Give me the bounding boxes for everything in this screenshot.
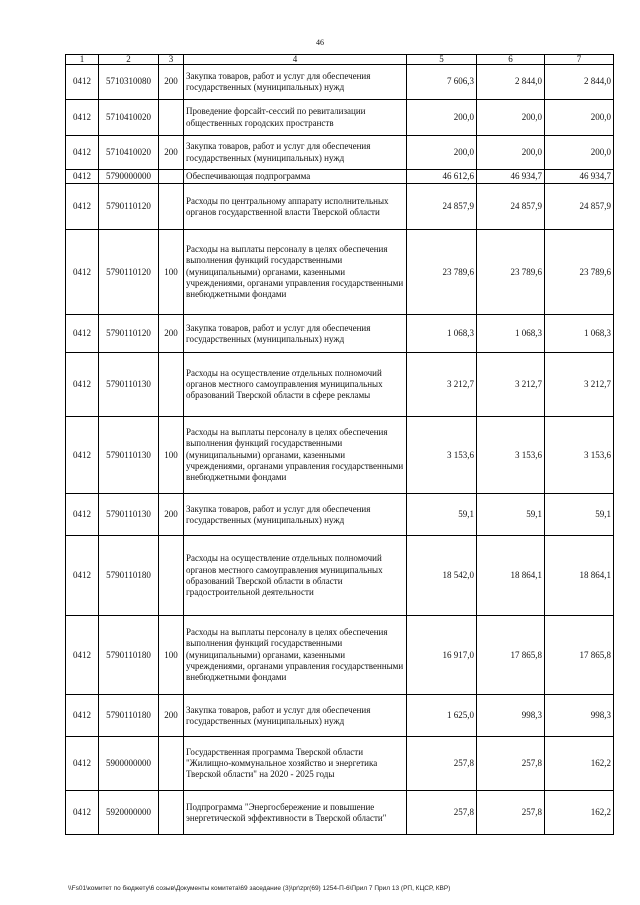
table-row bbox=[66, 695, 614, 737]
table-row bbox=[66, 737, 614, 791]
amount-col7-cell: 162,2 bbox=[545, 791, 614, 835]
table-row bbox=[66, 417, 614, 494]
amount-col6-cell: 3 212,7 bbox=[477, 353, 545, 417]
amount-col7-cell: 46 934,7 bbox=[545, 170, 614, 184]
target-article-cell: 5920000000 bbox=[99, 791, 159, 835]
amount-col5-cell: 3 212,7 bbox=[407, 353, 477, 417]
target-article-cell: 5790110120 bbox=[99, 184, 159, 230]
amount-col6-cell: 1 068,3 bbox=[477, 315, 545, 353]
amount-col7-cell: 200,0 bbox=[545, 100, 614, 136]
table-header-row bbox=[66, 55, 614, 65]
amount-col5-cell: 59,1 bbox=[407, 494, 477, 536]
expense-type-cell bbox=[159, 353, 184, 417]
description-cell: Обеспечивающая подпрограмма bbox=[184, 170, 407, 184]
table-row bbox=[66, 230, 614, 315]
description-cell: Закупка товаров, работ и услуг для обеспечения государственных (муниципальных) нужд bbox=[184, 136, 407, 170]
table-row bbox=[66, 494, 614, 536]
expense-type-cell: 200 bbox=[159, 315, 184, 353]
amount-col6-cell: 59,1 bbox=[477, 494, 545, 536]
amount-col6-cell: 200,0 bbox=[477, 136, 545, 170]
expense-type-cell bbox=[159, 737, 184, 791]
description-cell: Расходы на выплаты персоналу в целях обеспечения выполнения функций государственными (муниципальными) органами, казенными учреждениями, органами управления государственными внебюджетными фондами bbox=[184, 230, 407, 315]
amount-col6-cell: 200,0 bbox=[477, 100, 545, 136]
amount-col6-cell: 17 865,8 bbox=[477, 616, 545, 695]
description-cell: Закупка товаров, работ и услуг для обеспечения государственных (муниципальных) нужд bbox=[184, 494, 407, 536]
expense-type-cell bbox=[159, 791, 184, 835]
table-row bbox=[66, 353, 614, 417]
amount-col5-cell: 257,8 bbox=[407, 737, 477, 791]
amount-col5-cell: 1 068,3 bbox=[407, 315, 477, 353]
section-code-cell: 0412 bbox=[66, 494, 99, 536]
target-article-cell: 5790110120 bbox=[99, 230, 159, 315]
target-article-cell: 5790000000 bbox=[99, 170, 159, 184]
column-header: 4 bbox=[184, 55, 407, 65]
description-cell: Подпрограмма "Энергосбережение и повышение энергетической эффективности в Тверской области" bbox=[184, 791, 407, 835]
section-code-cell: 0412 bbox=[66, 230, 99, 315]
section-code-cell: 0412 bbox=[66, 737, 99, 791]
section-code-cell: 0412 bbox=[66, 315, 99, 353]
amount-col7-cell: 23 789,6 bbox=[545, 230, 614, 315]
description-cell: Закупка товаров, работ и услуг для обеспечения государственных (муниципальных) нужд bbox=[184, 315, 407, 353]
target-article-cell: 5710410020 bbox=[99, 136, 159, 170]
column-header: 1 bbox=[66, 55, 99, 65]
table-row bbox=[66, 65, 614, 100]
description-cell: Расходы на выплаты персоналу в целях обеспечения выполнения функций государственными (муниципальными) органами, казенными учреждениями, органами управления государственными внебюджетными фондами bbox=[184, 616, 407, 695]
amount-col7-cell: 200,0 bbox=[545, 136, 614, 170]
amount-col7-cell: 59,1 bbox=[545, 494, 614, 536]
description-cell: Расходы по центральному аппарату исполнительных органов государственной власти Тверской области bbox=[184, 184, 407, 230]
amount-col5-cell: 200,0 bbox=[407, 136, 477, 170]
amount-col6-cell: 3 153,6 bbox=[477, 417, 545, 494]
description-cell: Государственная программа Тверской области "Жилищно-коммунальное хозяйство и энергетика Тверской области" на 2020 - 2025 годы bbox=[184, 737, 407, 791]
expense-type-cell bbox=[159, 100, 184, 136]
amount-col7-cell: 18 864,1 bbox=[545, 536, 614, 616]
expense-type-cell: 200 bbox=[159, 695, 184, 737]
amount-col5-cell: 23 789,6 bbox=[407, 230, 477, 315]
section-code-cell: 0412 bbox=[66, 536, 99, 616]
section-code-cell: 0412 bbox=[66, 353, 99, 417]
target-article-cell: 5790110130 bbox=[99, 353, 159, 417]
section-code-cell: 0412 bbox=[66, 184, 99, 230]
description-cell: Проведение форсайт-сессий по ревитализации общественных городских пространств bbox=[184, 100, 407, 136]
target-article-cell: 5790110180 bbox=[99, 695, 159, 737]
expense-type-cell: 200 bbox=[159, 136, 184, 170]
target-article-cell: 5710310080 bbox=[99, 65, 159, 100]
amount-col7-cell: 24 857,9 bbox=[545, 184, 614, 230]
expense-type-cell bbox=[159, 170, 184, 184]
column-header: 7 bbox=[545, 55, 614, 65]
amount-col7-cell: 3 212,7 bbox=[545, 353, 614, 417]
section-code-cell: 0412 bbox=[66, 791, 99, 835]
target-article-cell: 5710410020 bbox=[99, 100, 159, 136]
table-row bbox=[66, 136, 614, 170]
expense-type-cell: 100 bbox=[159, 616, 184, 695]
target-article-cell: 5790110130 bbox=[99, 494, 159, 536]
footer-file-path: \\Fs01\комитет по бюджету\6 созыв\Документы комитета\69 заседание (3)\pr\zpr(69) 1254-П-6\Прил 7 Прил 13 (РП, КЦСР, КВР) bbox=[68, 885, 451, 892]
table-body bbox=[66, 65, 614, 835]
amount-col5-cell: 257,8 bbox=[407, 791, 477, 835]
page-number: 46 bbox=[316, 38, 324, 47]
section-code-cell: 0412 bbox=[66, 695, 99, 737]
amount-col6-cell: 257,8 bbox=[477, 737, 545, 791]
table-row bbox=[66, 791, 614, 835]
amount-col6-cell: 24 857,9 bbox=[477, 184, 545, 230]
amount-col5-cell: 46 612,6 bbox=[407, 170, 477, 184]
expense-type-cell: 200 bbox=[159, 65, 184, 100]
expense-type-cell bbox=[159, 536, 184, 616]
description-cell: Закупка товаров, работ и услуг для обеспечения государственных (муниципальных) нужд bbox=[184, 65, 407, 100]
amount-col5-cell: 200,0 bbox=[407, 100, 477, 136]
section-code-cell: 0412 bbox=[66, 616, 99, 695]
amount-col7-cell: 1 068,3 bbox=[545, 315, 614, 353]
expense-type-cell: 100 bbox=[159, 230, 184, 315]
description-cell: Расходы на осуществление отдельных полномочий органов местного самоуправления муниципальных образований Тверской области в сфере рекламы bbox=[184, 353, 407, 417]
amount-col6-cell: 998,3 bbox=[477, 695, 545, 737]
amount-col7-cell: 162,2 bbox=[545, 737, 614, 791]
amount-col6-cell: 18 864,1 bbox=[477, 536, 545, 616]
description-cell: Закупка товаров, работ и услуг для обеспечения государственных (муниципальных) нужд bbox=[184, 695, 407, 737]
amount-col6-cell: 23 789,6 bbox=[477, 230, 545, 315]
budget-table bbox=[65, 54, 614, 835]
amount-col7-cell: 998,3 bbox=[545, 695, 614, 737]
description-cell: Расходы на выплаты персоналу в целях обеспечения выполнения функций государственными (муниципальными) органами, казенными учреждениями, органами управления государственными внебюджетными фондами bbox=[184, 417, 407, 494]
target-article-cell: 5790110180 bbox=[99, 616, 159, 695]
amount-col5-cell: 24 857,9 bbox=[407, 184, 477, 230]
target-article-cell: 5790110180 bbox=[99, 536, 159, 616]
expense-type-cell: 100 bbox=[159, 417, 184, 494]
table-row bbox=[66, 315, 614, 353]
amount-col5-cell: 1 625,0 bbox=[407, 695, 477, 737]
section-code-cell: 0412 bbox=[66, 136, 99, 170]
table-row bbox=[66, 100, 614, 136]
target-article-cell: 5790110120 bbox=[99, 315, 159, 353]
amount-col5-cell: 3 153,6 bbox=[407, 417, 477, 494]
target-article-cell: 5900000000 bbox=[99, 737, 159, 791]
amount-col5-cell: 18 542,0 bbox=[407, 536, 477, 616]
table-row bbox=[66, 170, 614, 184]
table-row bbox=[66, 184, 614, 230]
column-header: 3 bbox=[159, 55, 184, 65]
amount-col6-cell: 46 934,7 bbox=[477, 170, 545, 184]
description-cell: Расходы на осуществление отдельных полномочий органов местного самоуправления муниципальных образований Тверской области в области градостроительной деятельности bbox=[184, 536, 407, 616]
table-row bbox=[66, 616, 614, 695]
column-header: 5 bbox=[407, 55, 477, 65]
amount-col5-cell: 16 917,0 bbox=[407, 616, 477, 695]
amount-col6-cell: 2 844,0 bbox=[477, 65, 545, 100]
section-code-cell: 0412 bbox=[66, 170, 99, 184]
expense-type-cell bbox=[159, 184, 184, 230]
section-code-cell: 0412 bbox=[66, 65, 99, 100]
expense-type-cell: 200 bbox=[159, 494, 184, 536]
amount-col5-cell: 7 606,3 bbox=[407, 65, 477, 100]
column-header: 2 bbox=[99, 55, 159, 65]
amount-col7-cell: 17 865,8 bbox=[545, 616, 614, 695]
amount-col7-cell: 2 844,0 bbox=[545, 65, 614, 100]
section-code-cell: 0412 bbox=[66, 100, 99, 136]
table-row bbox=[66, 536, 614, 616]
amount-col7-cell: 3 153,6 bbox=[545, 417, 614, 494]
target-article-cell: 5790110130 bbox=[99, 417, 159, 494]
section-code-cell: 0412 bbox=[66, 417, 99, 494]
column-header: 6 bbox=[477, 55, 545, 65]
amount-col6-cell: 257,8 bbox=[477, 791, 545, 835]
